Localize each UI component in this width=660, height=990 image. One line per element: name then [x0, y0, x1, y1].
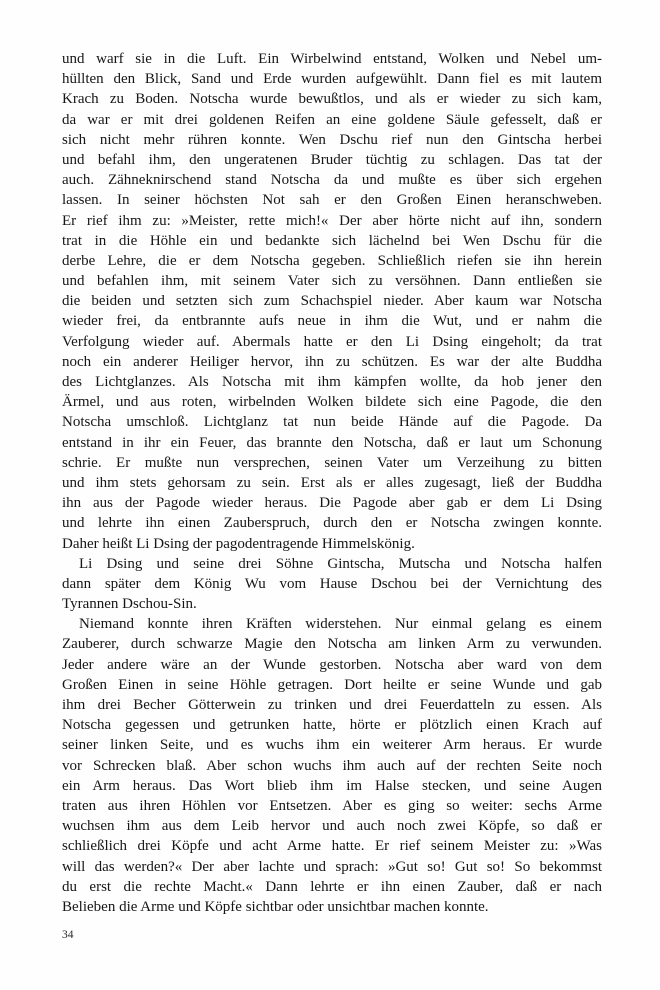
text-line: Belieben die Arme und Köpfe sichtbar oder unsichtbar machen konnte. — [62, 898, 489, 915]
text-line: seiner linken Seite, und es wuchs ihm ein weiterer Arm heraus. Er wurde — [62, 737, 602, 754]
text-line: Daher heißt Li Dsing der pagodentragende Himmelskönig. — [62, 535, 415, 552]
text-line: Ärmel, und aus roten, wirbelnden Wolken bildete sich eine Pagode, die den — [62, 394, 602, 411]
text-line: traten aus ihren Höhlen vor Entsetzen. Aber es ging so weiter: sechs Arme — [62, 797, 602, 814]
paragraph — [62, 614, 602, 917]
page-text — [62, 49, 602, 917]
text-line: Niemand konnte ihren Kräften widerstehen. Nur einmal gelang es einem — [79, 616, 602, 633]
text-line: und ihm stets gehorsam zu sein. Erst als er alles zugesagt, ließ der Buddha — [62, 474, 602, 491]
text-line: und lehrte ihn einen Zauberspruch, durch den er Notscha zwingen konnte. — [62, 515, 602, 532]
text-line: will das werden?« Der aber lachte und sprach: »Gut so! Gut so! So bekommst — [62, 858, 602, 875]
text-line: des Lichtglanzes. Als Notscha mit ihm kämpfen wollte, da hob jener den — [62, 374, 602, 390]
text-line: da war er mit drei goldenen Reifen an eine goldene Säule gefesselt, daß er — [62, 111, 602, 128]
text-line: Großen Einen in seine Höhle getragen. Dort heilte er seine Wunde und gab — [62, 676, 602, 693]
text-line: Zauberer, durch schwarze Magie den Notscha am linken Arm zu verwunden. — [62, 636, 602, 653]
text-line: du erst die rechte Macht.« Dann lehrte er ihn einen Zauber, daß er nach — [62, 878, 602, 895]
text-line: die beiden und setzten sich zum Schachspiel nieder. Aber kaum war Notscha — [62, 293, 602, 310]
text-line: ein Arm heraus. Das Wort blieb ihm im Halse stecken, und seine Augen — [62, 777, 602, 794]
text-line: dann später dem König Wu vom Hause Dschou bei der Vernichtung des — [62, 575, 602, 592]
text-line: ihn aus der Pagode wieder heraus. Die Pagode aber gab er dem Li Dsing — [62, 495, 602, 512]
paragraph — [62, 554, 602, 615]
text-line: hüllten den Blick, Sand und Erde wurden aufgewühlt. Dann fiel es mit lautem — [62, 71, 602, 88]
text-line: trat in die Höhle ein und bedankte sich lächelnd bei Wen Dschu für die — [62, 232, 602, 249]
text-line: Er rief ihm zu: »Meister, rette mich!« Der aber hörte nicht auf ihn, sondern — [62, 212, 602, 229]
text-line: und warf sie in die Luft. Ein Wirbelwind entstand, Wolken und Nebel um- — [62, 51, 602, 67]
text-line: vor Schrecken blaß. Aber schon wuchs ihm auch auf der rechten Seite noch — [62, 757, 602, 774]
page-number: 34 — [62, 929, 74, 941]
text-line: Notscha gegessen und getrunken hatte, hörte er plötzlich einen Krach auf — [62, 717, 602, 734]
text-line: schließlich drei Köpfe und acht Arme hatte. Er rief seinem Meister zu: »Was — [62, 838, 602, 855]
text-line: ihm drei Becher Götterwein zu trinken und drei Feuerdatteln zu essen. Als — [62, 697, 602, 713]
text-line: derbe Lehre, die er dem Notscha gegeben. Schließlich riefen sie ihn herein — [62, 252, 602, 269]
paragraph — [62, 49, 602, 554]
text-line: wieder frei, da entbrannte aufs neue in ihm die Wut, und er nahm die — [62, 313, 602, 330]
text-line: Verfolgung wieder auf. Abermals hatte er den Li Dsing eingeholt; da trat — [62, 333, 602, 350]
text-line: Tyrannen Dschou-Sin. — [62, 596, 197, 613]
text-line: und befahlen ihm, mit seinem Vater sich zu versöhnen. Dann entließen sie — [62, 273, 602, 290]
text-line: und befahl ihm, den ungeratenen Bruder tüchtig zu schlagen. Das tat der — [62, 151, 602, 168]
text-line: Krach zu Boden. Notscha wurde bewußtlos, und als er wieder zu sich kam, — [62, 91, 602, 108]
text-line: noch ein anderer Heiliger hervor, ihn zu schützen. Es war der alte Buddha — [62, 353, 602, 370]
text-line: Notscha umschloß. Lichtglanz tat nun beide Hände auf die Pagode. Da — [62, 414, 602, 431]
text-line: auch. Zähneknirschend stand Notscha da und mußte es über sich ergehen — [62, 172, 602, 189]
text-line: Li Dsing und seine drei Söhne Gintscha, Mutscha und Notscha halfen — [79, 555, 602, 572]
text-line: wuchsen ihm aus dem Leib hervor und auch noch zwei Köpfe, so daß er — [62, 818, 602, 835]
text-line: Jeder andere wäre an der Wunde gestorben. Notscha aber ward von dem — [62, 656, 602, 673]
text-line: schrie. Er mußte nun versprechen, seinen Vater um Verzeihung zu bitten — [62, 454, 602, 471]
text-line: sich nicht mehr rühren konnte. Wen Dschu rief nun den Gintscha herbei — [62, 131, 602, 148]
text-line: lassen. In seiner höchsten Not sah er den Großen Einen heranschweben. — [62, 192, 602, 209]
text-line: entstand in ihr ein Feuer, das brannte den Notscha, daß er laut um Schonung — [62, 434, 602, 451]
